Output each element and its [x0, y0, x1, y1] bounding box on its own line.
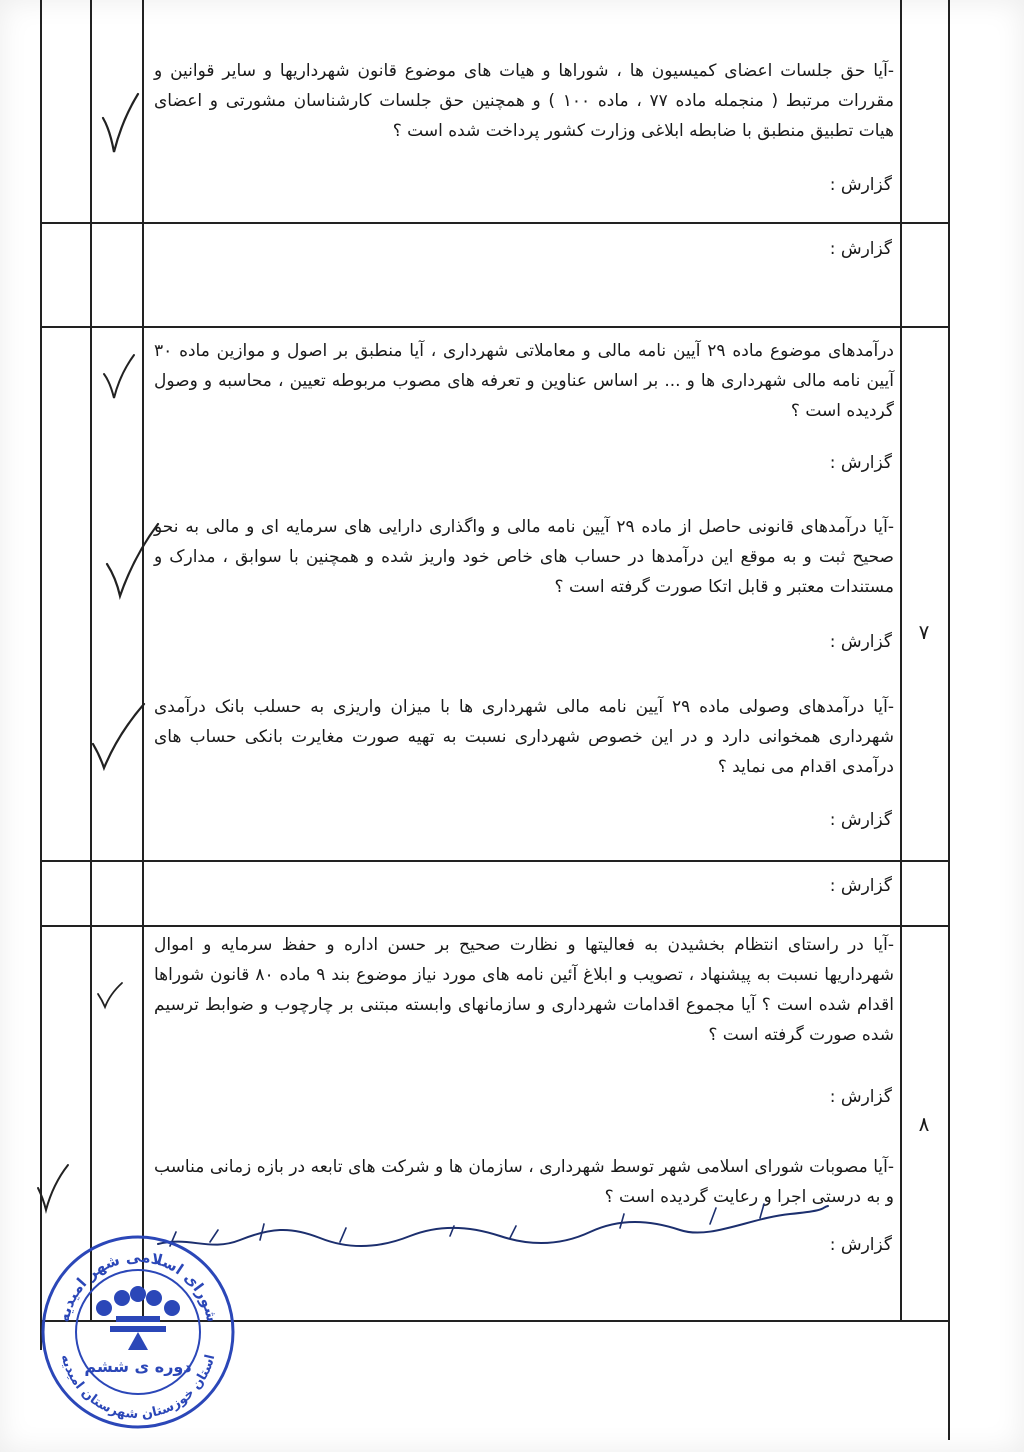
handwritten-note	[150, 1196, 832, 1260]
check-mark-icon	[90, 700, 146, 772]
row-divider	[40, 925, 950, 927]
row-number: ۸	[918, 1112, 930, 1136]
summary-report-label: گزارش :	[829, 239, 892, 259]
row-divider	[40, 326, 950, 328]
svg-text:استان خوزستان شهرستان امیدیه: استان خوزستان شهرستان امیدیه	[57, 1352, 219, 1423]
council-seal	[38, 1232, 238, 1432]
question-text: -آیا مصوبات شورای اسلامی شهر توسط شهرداری ، سازمان ها و شرکت های تابعه در بازه زمانی مناسب و به درستی اجرا و رعایت گردیده است ؟	[154, 1157, 894, 1207]
report-label: گزارش :	[829, 175, 892, 195]
question-text: -آیا درآمدهای وصولی ماده ۲۹ آیین نامه مالی شهرداری ها با میزان واریزی به حسلب بانک درآمدی شهرداری همخوانی دارد و در این خصوص شهرداری نسبت به تهیه صورت مغایرت بانکی حساب های درآمدی اقدام می نماید ؟	[154, 697, 894, 777]
table-border-checkcol	[90, 0, 92, 1322]
question-text: -آیا در راستای انتظام بخشیدن به فعالیتها و نظارت صحیح بر حسن اداره و حفظ سرمایه و اموال شهرداریها نسبت به پیشنهاد ، تصویب و ابلاغ آئین نامه های مورد نیاز موضوع بند ۹ ماده ۸۰ قانون شوراها اقدام شده است ؟ آیا مجموع اقدامات شهرداری و سازمانهای وابسته مبتنی بر چارچوب و ضوابط ترسیم شده صورت گرفته است ؟	[154, 935, 894, 1045]
question-text: -آیا درآمدهای قانونی حاصل از ماده ۲۹ آیین نامه مالی و واگذاری دارایی های سرمایه ای و مالی به نحو صحیح ثبت و به موقع این درآمدها در حساب های خاص خود واریز شده و همچنین با سوابق ، مدارک و مستندات معتبر و قابل اتکا صورت گرفته است ؟	[154, 517, 894, 597]
check-mark-icon	[100, 90, 140, 156]
question-text: -آیا حق جلسات اعضای کمیسیون ها ، شوراها و هیات های موضوع قانون شهرداریها و سایر قوانین و مقررات مرتبط ( منجمله ماده ۷۷ ، ماده ۱۰۰ ) و همچنین حق جلسات کارشناسان مشورتی و اعضای هیات تطبیق منطبق با ضابطه ابلاغی وزارت کشور پرداخت شده است ؟	[154, 61, 895, 141]
check-mark-icon	[96, 980, 124, 1010]
report-label: گزارش :	[829, 453, 892, 473]
report-label: گزارش :	[829, 632, 892, 652]
table-border-questioncol	[142, 0, 144, 1322]
question-text: درآمدهای موضوع ماده ۲۹ آیین نامه مالی و معاملاتی شهرداری ، آیا منطبق بر اصول و موازین ماده ۳۰ آیین نامه مالی شهرداری ها و ... بر اساس عناوین و تعرفه های مصوب مربوطه تعیین ، محاسبه و وصول گردیده است ؟	[154, 341, 894, 421]
table-border-numbercol	[900, 0, 902, 1322]
svg-text:شورای اسلامی شهر امیدیه: شورای اسلامی شهر امیدیه	[54, 1247, 222, 1324]
check-mark-icon	[36, 1162, 70, 1214]
row-divider	[40, 860, 950, 862]
table-border-right	[948, 0, 950, 1440]
row-divider	[40, 222, 950, 224]
row-number: ۷	[918, 620, 930, 644]
table-border-left	[40, 0, 42, 1350]
svg-text:دوره ی ششم: دوره ی ششم	[84, 1357, 192, 1376]
check-mark-icon	[104, 520, 160, 600]
report-label: گزارش :	[829, 810, 892, 830]
emblem-icon	[96, 1286, 180, 1350]
summary-report-label: گزارش :	[829, 876, 892, 896]
check-mark-icon	[102, 352, 136, 402]
report-label: گزارش :	[829, 1235, 892, 1255]
report-label: گزارش :	[829, 1087, 892, 1107]
